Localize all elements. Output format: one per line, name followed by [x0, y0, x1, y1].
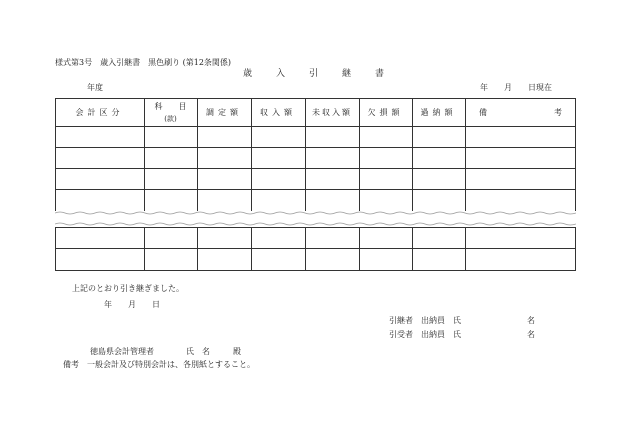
revenue-table-upper [55, 98, 576, 211]
fiscal-year-label: 年度 [87, 83, 103, 92]
revenue-table-lower [55, 227, 576, 271]
header-received-amount: 収入額 [260, 107, 296, 117]
header-subject [144, 98, 197, 126]
header-unreceived-amount: 未収入額 [312, 107, 352, 117]
as-of-date-label: 年 月 日現在 [480, 83, 552, 92]
addressee-name-label: 氏 名 [186, 347, 210, 356]
header-overpaid-amount: 過納額 [420, 107, 457, 117]
header-deficit-amount: 欠損額 [367, 107, 404, 117]
header-remarks-right: 考 [554, 107, 562, 117]
table-break-upper-wave [55, 211, 576, 215]
header-subject-sub: (款) [164, 114, 177, 123]
transferor-label: 引継者 出納員 氏 [389, 316, 461, 325]
header-remarks-left: 備 [479, 107, 487, 117]
transferee-label: 引受者 出納員 氏 [389, 330, 461, 339]
header-accounting-category: 会計区分 [75, 107, 124, 117]
addressee-honorific: 殿 [233, 347, 241, 356]
table-break-lower-wave [55, 222, 576, 226]
transferor-name-suffix: 名 [527, 316, 535, 325]
remarks-note: 備考 一般会計及び特別会計は、各別紙とすること。 [63, 360, 255, 369]
header-assessed-amount: 調定額 [206, 107, 242, 117]
addressee-title: 徳島県会計管理者 [90, 347, 154, 356]
form-label: 様式第3号 歳入引継書 黒色刷り (第12条関係) [55, 58, 232, 67]
transfer-statement: 上記のとおり引き継ぎました。 [72, 284, 184, 293]
transfer-date: 年 月 日 [104, 300, 160, 309]
header-remarks [465, 98, 576, 126]
header-subject-main: 科 目 [154, 101, 187, 111]
transferee-name-suffix: 名 [527, 330, 535, 339]
document-title: 歳入引継書 [243, 69, 409, 79]
